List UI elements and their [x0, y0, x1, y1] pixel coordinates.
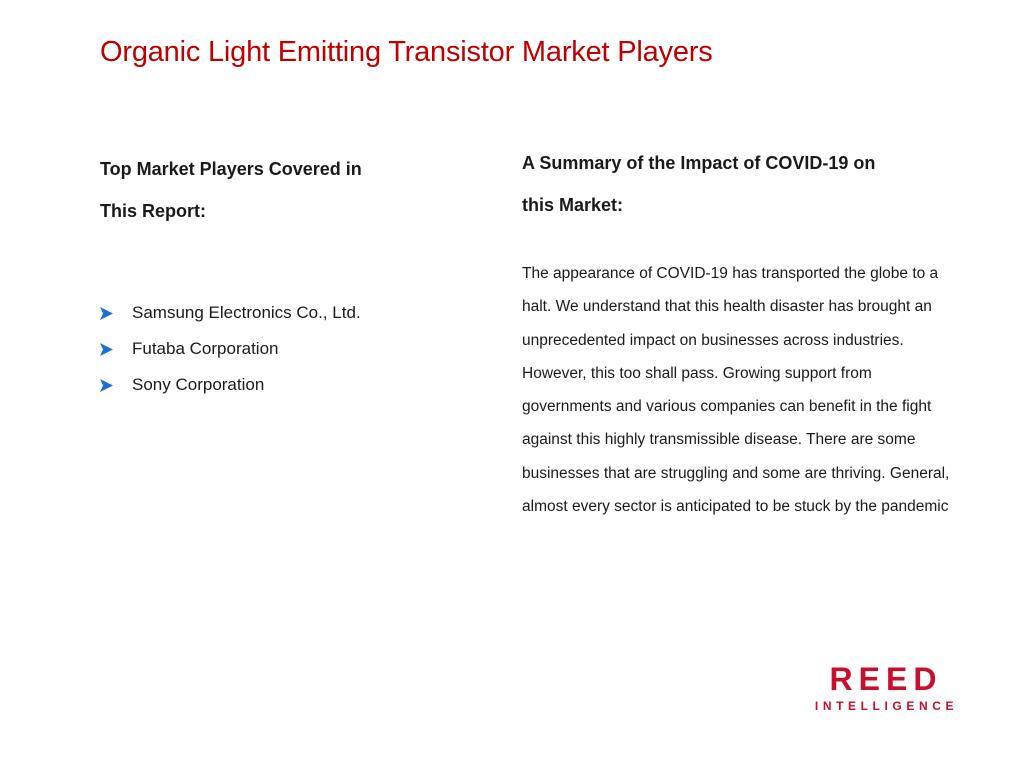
- list-item: [100, 295, 361, 331]
- market-players-section: [100, 148, 480, 394]
- logo-wordmark: REED: [829, 661, 943, 697]
- player-name: Futaba Corporation: [132, 339, 279, 358]
- market-players-heading-line-1: Top Market Players Covered in: [100, 159, 362, 179]
- covid-impact-body: The appearance of COVID-19 has transported the globe to a halt. We understand that this health disaster has brought an unprecedented impact on businesses across industries. However, this too shall pass. Growing support from governments and various companies can benefit in the fight against this highly transmissible disease. There are some businesses that are struggling and some are thriving. General, almost every sector is anticipated to be stuck by the pandemic: [522, 265, 950, 516]
- arrow-bullet-icon: [100, 379, 132, 392]
- market-players-list: [100, 295, 361, 403]
- list-item: [100, 367, 361, 403]
- market-players-heading: [100, 148, 480, 232]
- slide-title: Organic Light Emitting Transistor Market Players: [100, 36, 713, 68]
- player-name: Samsung Electronics Co., Ltd.: [132, 303, 361, 322]
- covid-impact-heading-line-1: A Summary of the Impact of COVID-19 on: [522, 153, 876, 173]
- arrow-bullet-icon: [100, 343, 132, 356]
- market-players-heading-line-2: This Report:: [100, 201, 206, 221]
- reed-intelligence-logo: [800, 660, 968, 714]
- covid-impact-heading: [522, 142, 952, 226]
- arrow-bullet-icon: [100, 307, 132, 320]
- player-name: Sony Corporation: [132, 375, 265, 394]
- list-item: [100, 331, 361, 367]
- logo-subtitle: INTELLIGENCE: [814, 699, 959, 713]
- covid-impact-section: [522, 142, 952, 516]
- covid-impact-heading-line-2: this Market:: [522, 195, 624, 215]
